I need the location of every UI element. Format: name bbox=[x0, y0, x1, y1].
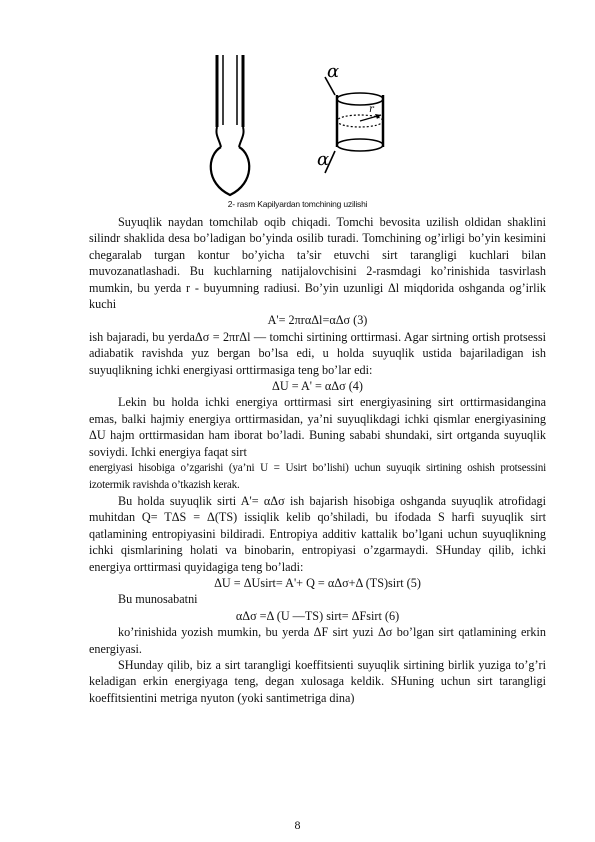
radius-label: r bbox=[369, 104, 374, 115]
equation-4: ΔU = A' = αΔσ (4) bbox=[272, 379, 363, 394]
paragraph-3: Lekin bu holda ichki energiya orttirmasi sirt energiyasining sirt orttirmasidangina emas, balki hajmiy energiya orttirmasidan, ya’ni suyuqlikdagi ichki qismlar energiyasining ΔU hajm orttirmasidan ham iborat bo’ladi. Buning sababi shundaki, sirt ortganda suyuqlik soviydi. Ichki energiya faqat sirt bbox=[89, 395, 546, 459]
paragraph-7: SHunday qilib, biz a sirt tarangligi koeffitsienti suyuqlik sirtining birlik yuziga to’g’ri keladigan erkin energiyaga teng, degan xulosaga keldik. SHuning uchun sirt tarangligi koeffitsientini metriga nyuton (yoki santimetriga dina) bbox=[89, 657, 546, 705]
neck-detail-drawing bbox=[325, 77, 383, 173]
page-number: 8 bbox=[294, 818, 301, 832]
paragraph-2: ish bajaradi, bu yerdaΔσ = 2πrΔl — tomchi sirtining orttirmasi. Agar sirtning ortish protsessi adiabatik ravishda yuz bergan bo’lsa edi, u holda suyuqlik ustida bajariladigan ish suyuqlikning ichki energiyasi orttirmasiga teng bo’lar edi: bbox=[89, 329, 546, 377]
alpha-label-top: α bbox=[327, 61, 340, 82]
paragraph-4: Bu holda suyuqlik sirti A'= αΔσ ish bajarish hisobiga oshganda suyuqlik atrofidagi muhitdan Q= TΔS = Δ(TS) issiqlik kelib qo’shiladi, bu ifodada S harfi suyuqlik sirt qatlamining entropiyasini bildiradi. Entropiya additiv kattalik bo’lgani uchun suyuqlikning ichki qismlarining holati va binobarin, entropiyasi o’zgarmaydi. SHunday qilib, ichki energiya orttirmasi quyidagiga teng bo’ladi: bbox=[89, 493, 546, 574]
capillary-drop-figure bbox=[205, 55, 445, 205]
paragraph-1: Suyuqlik naydan tomchilab oqib chiqadi. Tomchi bevosita uzilish oldidan shaklini silindr shaklida desa bo’ladigan bo’yinda osilib turadi. Tomchining og’irligi bo’yin kesimini chegaralab turgan kontur bo’yicha ta’sir etuvchi sirt tarangligi kuchlari bilan muvozanatlashadi. Bu kuchlarning natijalovchisini 2-rasmdagi ko’rinishida tasvirlash mumkin, bu yerda r - buyumning radiusi. Bo’yin uzunligi Δl miqdorida oshganda og’irlik kuchi bbox=[89, 215, 546, 312]
figure-caption: 2- rasm Kapilyardan tomchining uzilishi bbox=[227, 199, 368, 209]
paragraph-6: ko’rinishida yozish mumkin, bu yerda ΔF sirt yuzi Δσ bo’lgan sirt qatlamining erkin energiyasi. bbox=[89, 625, 546, 656]
paragraph-5: Bu munosabatni bbox=[118, 592, 198, 607]
alpha-label-bottom: α bbox=[317, 149, 330, 170]
body-text bbox=[89, 214, 546, 706]
paragraph-3-continued: energiyasi hisobiga o’zgarishi (ya’ni U = Usirt bo’lishi) uchun suyuqik sirtining oshish protsessini izotermik ravishda o’tkazish kerak. bbox=[89, 462, 546, 491]
capillary-tube-drawing bbox=[211, 55, 249, 195]
equation-3: A'= 2πrαΔl=αΔσ (3) bbox=[267, 313, 368, 328]
equation-6: αΔσ =Δ (U —TS) sirt= ΔFsirt (6) bbox=[235, 608, 400, 623]
equation-5: ΔU = ΔUsirt= A'+ Q = αΔσ+Δ (TS)sirt (5) bbox=[214, 575, 421, 590]
